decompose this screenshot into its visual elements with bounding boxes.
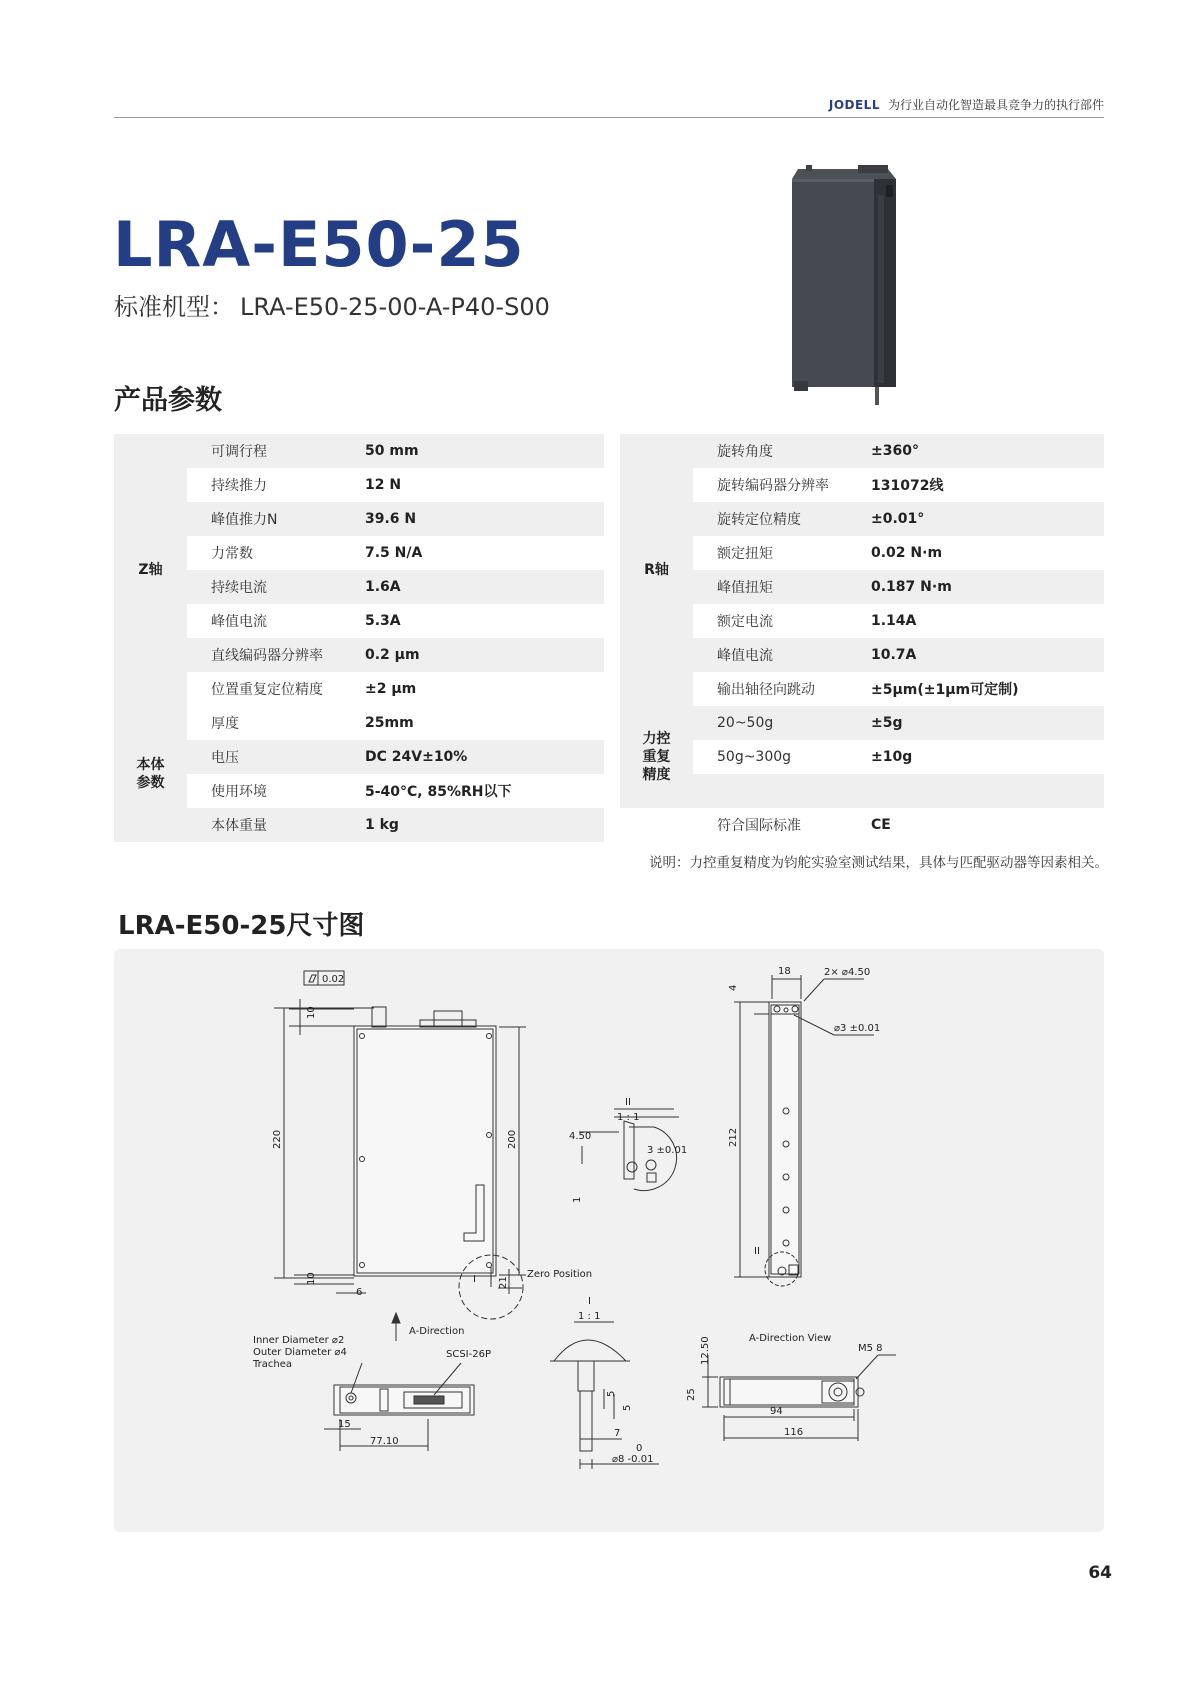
dim-10-top: 10 xyxy=(306,1006,317,1019)
table-row: 旋转编码器分辨率 131072线 xyxy=(717,478,944,494)
dim-15: 15 xyxy=(338,1419,351,1430)
inner-diameter-label: Inner Diameter ⌀2 xyxy=(253,1335,345,1346)
detail-i-label: I xyxy=(588,1296,591,1307)
outer-diameter-label: Outer Diameter ⌀4 xyxy=(253,1347,347,1358)
dim-6: 6 xyxy=(356,1287,363,1298)
table-row: 输出轴径向跳动 ±5μm(±1μm可定制) xyxy=(717,682,1019,698)
trachea-label: Trachea xyxy=(253,1359,292,1370)
dimension-drawing xyxy=(114,949,1104,1532)
page-header xyxy=(114,96,1104,118)
subtitle-model: LRA-E50-25-00-A-P40-S00 xyxy=(240,293,550,321)
table-row: 位置重复定位精度 ±2 μm xyxy=(211,681,417,698)
detail-ii-label: II xyxy=(625,1097,631,1108)
detail-ii-scale: 1 : 1 xyxy=(617,1112,640,1123)
section-mark-i: I xyxy=(473,1274,476,1285)
params-section-title: 产品参数 xyxy=(114,385,222,416)
table-row: 可调行程 50 mm xyxy=(187,434,604,468)
product-title: LRA-E50-25 xyxy=(113,208,525,281)
table-row xyxy=(693,774,1104,808)
table-row: 本体重量 1 kg xyxy=(187,808,604,842)
product-subtitle xyxy=(114,287,550,322)
subtitle-label: 标准机型： xyxy=(114,293,234,321)
dim-77-10: 77.10 xyxy=(370,1436,399,1447)
table-row: 使用环境 5-40°C, 85%RH以下 xyxy=(211,784,512,800)
dim-0: 0 xyxy=(636,1443,643,1454)
table-row: 额定电流 1.14A xyxy=(717,613,917,630)
dim-1: 1 xyxy=(572,1196,583,1203)
a-view-label: A-Direction View xyxy=(749,1333,832,1344)
scsi-label: SCSI-26P xyxy=(446,1349,491,1360)
dim-94: 94 xyxy=(770,1406,783,1417)
brand-slogan: 为行业自动化智造最具竞争力的执行部件 xyxy=(887,98,1104,112)
footnote: 说明：力控重复精度为钧舵实验室测试结果，具体与匹配驱动器等因素相关。 xyxy=(649,855,1108,871)
group-standard xyxy=(620,808,693,842)
section-mark-ii: II xyxy=(754,1246,760,1257)
hole-3-label: ⌀3 ±0.01 xyxy=(834,1023,881,1034)
table-row: 符合国际标准 CE xyxy=(717,817,891,834)
dim-8-dia: ⌀8 -0.01 xyxy=(612,1454,654,1465)
dim-220: 220 xyxy=(272,1129,283,1149)
dim-212: 212 xyxy=(728,1127,739,1147)
dim-7: 7 xyxy=(614,1428,621,1439)
m5-label: M5 8 xyxy=(858,1343,883,1354)
spec-table-left xyxy=(114,434,604,842)
dim-4-50: 4.50 xyxy=(569,1131,592,1142)
table-row: 旋转定位精度 ±0.01° xyxy=(693,502,1104,536)
table-row: 50g~300g ±10g xyxy=(717,749,913,765)
product-image xyxy=(780,165,910,405)
group-force-control: 力控 重复 精度 xyxy=(620,706,693,808)
dim-4: 4 xyxy=(728,984,739,991)
table-row: 厚度 25mm xyxy=(211,715,414,732)
detail-i-scale: 1 : 1 xyxy=(578,1311,601,1322)
group-z-axis: Z轴 xyxy=(114,434,187,706)
table-row: 峰值电流 5.3A xyxy=(211,613,401,630)
dim-18: 18 xyxy=(778,966,791,977)
dim-3-tol: 3 ±0.01 xyxy=(647,1145,688,1156)
a-direction-label: A-Direction xyxy=(409,1326,465,1337)
table-row: 20~50g ±5g xyxy=(693,706,1104,740)
dim-21: 21 xyxy=(498,1276,509,1289)
table-row: 峰值推力N 39.6 N xyxy=(187,502,604,536)
drawing-svg xyxy=(114,949,1104,1532)
dim-116: 116 xyxy=(784,1427,804,1438)
dim-200: 200 xyxy=(507,1129,518,1149)
page-number: 64 xyxy=(1088,1563,1112,1583)
table-row: 峰值扭矩 0.187 N·m xyxy=(693,570,1104,604)
table-row: 旋转角度 ±360° xyxy=(693,434,1104,468)
brand-name: JODELL xyxy=(828,98,880,112)
table-row: 直线编码器分辨率 0.2 μm xyxy=(187,638,604,672)
group-body: 本体 参数 xyxy=(114,706,187,842)
table-row: 力常数 7.5 N/A xyxy=(211,545,423,562)
table-row: 持续推力 12 N xyxy=(211,477,402,494)
holes-label: 2× ⌀4.50 xyxy=(824,967,871,978)
dim-12-50: 12.50 xyxy=(700,1336,711,1365)
table-row: 额定扭矩 0.02 N·m xyxy=(717,545,943,562)
dim-5-b: 5 xyxy=(622,1404,633,1411)
spec-table-right xyxy=(620,434,1104,842)
dimension-title: LRA-E50-25尺寸图 xyxy=(118,911,365,941)
group-r-axis: R轴 xyxy=(620,434,693,706)
table-row: 电压 DC 24V±10% xyxy=(187,740,604,774)
dim-10-bottom: 10 xyxy=(306,1272,317,1285)
table-row: 峰值电流 10.7A xyxy=(693,638,1104,672)
dim-25: 25 xyxy=(686,1388,697,1401)
dim-5-a: 5 xyxy=(606,1390,617,1397)
zero-position-label: Zero Position xyxy=(527,1269,593,1280)
table-row: 持续电流 1.6A xyxy=(187,570,604,604)
flatness-value: 0.02 xyxy=(322,974,345,985)
